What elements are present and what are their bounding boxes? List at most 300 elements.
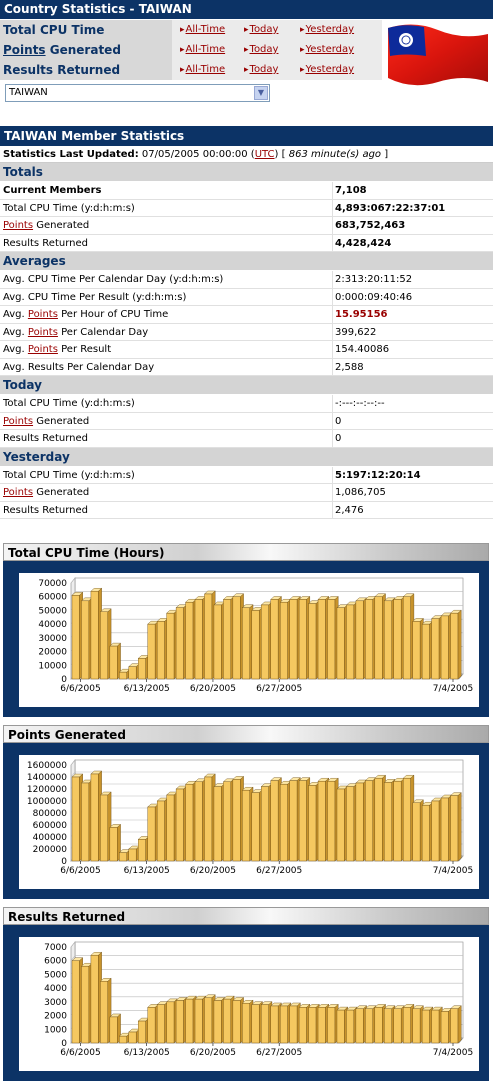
link-yesterday[interactable]: ▸ Yesterday	[300, 60, 354, 80]
bar	[290, 596, 301, 679]
bar	[403, 1004, 414, 1043]
stat-value: 1,086,705	[335, 487, 386, 498]
bar-front	[167, 795, 174, 861]
x-tick-label: 6/6/2005	[60, 684, 101, 694]
bar	[157, 618, 168, 679]
points-link[interactable]: Points	[27, 309, 58, 320]
period-links	[172, 40, 382, 60]
bar-front	[451, 796, 458, 861]
bar	[413, 618, 424, 679]
y-tick-label: 20000	[38, 647, 67, 658]
bar-front	[138, 658, 145, 679]
bar-front	[148, 807, 155, 861]
utc-link[interactable]: UTC	[254, 149, 275, 160]
link-all-time[interactable]: ▸ All-Time	[180, 60, 225, 80]
bar	[252, 607, 263, 679]
bar	[91, 952, 102, 1043]
bar-front	[81, 601, 88, 679]
bar-front	[328, 1007, 335, 1043]
bar	[422, 621, 433, 679]
bar-front	[365, 599, 372, 679]
stat-value: 2,588	[335, 361, 364, 373]
bar-front	[186, 784, 193, 861]
bar	[356, 1006, 367, 1043]
bar-front	[176, 1000, 183, 1043]
y-tick-label: 200000	[32, 845, 67, 855]
bar-front	[318, 1007, 325, 1043]
bar	[148, 804, 159, 861]
bar-front	[204, 998, 211, 1043]
bar-front	[451, 1009, 458, 1043]
bar-front	[422, 805, 429, 861]
x-tick-label: 7/4/2005	[432, 1048, 474, 1058]
y-tick-label: 0	[61, 675, 67, 685]
x-tick-label: 7/4/2005	[432, 684, 474, 694]
bar	[375, 594, 386, 679]
stat-row	[0, 430, 493, 448]
chevron-down-icon[interactable]: ▼	[254, 86, 268, 100]
stat-row	[0, 306, 493, 324]
bar	[451, 610, 462, 679]
stat-label	[3, 467, 135, 484]
bar-front	[100, 981, 107, 1043]
member-statistics-panel	[0, 126, 493, 519]
bar-front	[384, 601, 391, 679]
bar-front	[432, 801, 439, 861]
chart-panel	[3, 907, 489, 1081]
column-divider	[332, 430, 333, 447]
stat-row	[0, 413, 493, 431]
bar	[204, 591, 215, 679]
bar	[422, 802, 433, 861]
x-tick-label: 6/20/2005	[189, 1048, 237, 1058]
bar	[271, 1003, 282, 1043]
y-tick-label: 800000	[32, 809, 67, 819]
bar-front	[441, 1011, 448, 1043]
stat-label	[3, 235, 88, 252]
link-today[interactable]: ▸ Today	[244, 20, 278, 40]
bar	[176, 998, 187, 1043]
bar-front	[309, 785, 316, 861]
bar-chart	[3, 743, 489, 899]
bar-chart	[3, 561, 489, 717]
bar	[186, 781, 197, 861]
stat-label-text: Total CPU Time (y:d:h:m:s)	[3, 469, 135, 481]
y-tick-label: 2000	[44, 1011, 67, 1022]
bar-front	[186, 602, 193, 679]
bar	[365, 1006, 376, 1043]
stat-label-text: Avg. CPU Time Per Calendar Day (y:d:h:m:s)	[3, 274, 224, 285]
section-header: Averages	[0, 252, 493, 271]
bar-front	[233, 1000, 240, 1043]
stat-label-text: Generated	[33, 415, 90, 427]
bar	[214, 784, 225, 861]
bar	[365, 778, 376, 861]
bar	[138, 1018, 149, 1043]
x-tick-label: 6/6/2005	[60, 866, 101, 876]
bar	[403, 775, 414, 861]
bar-front	[375, 1007, 382, 1043]
bar	[148, 621, 159, 679]
stat-label-text: Results Returned	[3, 504, 88, 516]
bar	[432, 798, 443, 861]
bar	[204, 774, 215, 861]
bar	[299, 596, 310, 679]
bar	[195, 596, 206, 679]
bar-front	[271, 599, 278, 679]
stat-row	[0, 395, 493, 413]
y-tick-label: 70000	[38, 579, 67, 589]
bar	[195, 779, 206, 861]
bar	[280, 781, 291, 861]
bar	[299, 778, 310, 861]
bar	[100, 609, 111, 679]
bar-front	[81, 966, 88, 1043]
y-tick-label: 7000	[44, 943, 67, 953]
bar-front	[309, 1007, 316, 1043]
link-all-time[interactable]: ▸ All-Time	[180, 40, 225, 60]
bar-front	[280, 1006, 287, 1043]
bar	[394, 778, 405, 861]
bar	[242, 605, 253, 679]
bar-front	[81, 783, 88, 861]
stat-row	[0, 235, 493, 253]
bar-front	[214, 787, 221, 861]
bar-front	[309, 604, 316, 679]
bar-front	[100, 795, 107, 861]
stat-label-text: Per Hour of CPU Time	[57, 309, 169, 320]
bar-side	[458, 793, 461, 861]
bar-front	[394, 781, 401, 861]
bar-front	[195, 999, 202, 1043]
bar	[413, 1006, 424, 1043]
country-stat-label	[0, 40, 172, 60]
country-select-value: TAIWAN	[9, 87, 48, 98]
y-tick-label: 50000	[38, 606, 67, 617]
stat-value: 683,752,463	[335, 220, 406, 231]
bar	[157, 798, 168, 861]
chart-body	[3, 743, 489, 899]
bar-front	[233, 597, 240, 679]
stat-label	[3, 413, 89, 430]
bar-front	[195, 599, 202, 679]
bar-front	[346, 1010, 353, 1043]
bar	[233, 776, 244, 861]
bar	[318, 1004, 329, 1043]
bar-front	[422, 624, 429, 679]
bar	[167, 610, 178, 679]
x-tick-label: 6/6/2005	[60, 1048, 101, 1058]
bar-front	[91, 955, 98, 1043]
stat-label-text: Total CPU Time (y:d:h:m:s)	[3, 202, 135, 214]
bar	[290, 778, 301, 861]
y-tick-label: 1000000	[26, 797, 67, 807]
link-all-time[interactable]: ▸ All-Time	[180, 20, 225, 40]
bar-front	[157, 801, 164, 861]
bar	[110, 643, 121, 679]
stat-value: 2,476	[335, 504, 364, 516]
bar	[167, 999, 178, 1043]
chart-panel	[3, 725, 489, 899]
bar	[384, 1006, 395, 1043]
section-header: Yesterday	[0, 448, 493, 467]
bar-front	[72, 595, 79, 679]
bar-front	[223, 782, 230, 861]
bar-front	[214, 605, 221, 679]
bar	[214, 998, 225, 1043]
column-divider	[332, 306, 333, 323]
points-link[interactable]: Points	[3, 487, 34, 498]
stat-value: 0	[335, 433, 342, 444]
bar-front	[204, 777, 211, 861]
section-header: Today	[0, 376, 493, 395]
points-link[interactable]: Points	[27, 344, 58, 355]
bar	[81, 780, 92, 861]
bar	[309, 782, 320, 861]
bar	[290, 1003, 301, 1043]
bar-front	[413, 803, 420, 861]
link-yesterday[interactable]: ▸ Yesterday	[300, 40, 354, 60]
bar	[271, 596, 282, 679]
bar	[346, 602, 357, 679]
link-yesterday[interactable]: ▸ Yesterday	[300, 20, 354, 40]
bar-front	[384, 782, 391, 861]
y-tick-label: 60000	[38, 592, 67, 603]
bar-front	[346, 787, 353, 861]
x-tick-label: 6/13/2005	[123, 866, 170, 876]
country-statistics-panel	[0, 0, 493, 112]
taiwan-flag-image	[384, 20, 492, 88]
x-tick-label: 6/20/2005	[189, 684, 237, 694]
bar	[451, 793, 462, 861]
bar	[451, 1006, 462, 1043]
bar	[384, 598, 395, 679]
country-stat-label	[0, 20, 172, 40]
bar	[223, 779, 234, 861]
bar	[233, 998, 244, 1043]
updated-ago: 863 minute(s) ago	[288, 149, 382, 160]
bar-front	[299, 781, 306, 861]
bar-front	[252, 793, 259, 861]
bar-front	[242, 1003, 249, 1043]
bar-front	[214, 1000, 221, 1043]
last-updated-line: Statistics Last Updated: 07/05/2005 00:00:00 (UTC) [ 863 minute(s) ago ]	[0, 146, 493, 163]
bar	[252, 1002, 263, 1043]
stat-value: 154.40086	[335, 344, 390, 355]
column-divider	[332, 289, 333, 306]
column-divider	[332, 341, 333, 358]
points-link[interactable]: Points	[3, 220, 34, 231]
link-today[interactable]: ▸ Today	[244, 60, 278, 80]
bar	[309, 1004, 320, 1043]
bar	[100, 978, 111, 1043]
bar	[337, 1007, 348, 1043]
country-stat-label-text: Total CPU Time	[3, 23, 105, 37]
country-stat-label	[0, 60, 172, 80]
bar-front	[413, 1009, 420, 1043]
bar	[119, 850, 130, 861]
stat-label-text: Avg. CPU Time Per Result (y:d:h:m:s)	[3, 291, 187, 303]
bar	[72, 958, 83, 1043]
bar-front	[346, 605, 353, 679]
column-divider	[332, 359, 333, 376]
bar	[129, 846, 140, 861]
country-stats-title: Country Statistics - TAIWAN	[0, 0, 493, 19]
stat-row	[0, 502, 493, 520]
stat-label	[3, 217, 89, 234]
stat-label	[3, 289, 186, 306]
bar	[299, 1004, 310, 1043]
bar	[280, 1003, 291, 1043]
stat-value: 0:000:09:40:46	[335, 291, 413, 303]
bar	[441, 795, 452, 861]
stat-row	[0, 271, 493, 289]
stat-label-prefix: Avg.	[3, 344, 28, 355]
bar-front	[451, 613, 458, 679]
member-stats-title: TAIWAN Member Statistics	[0, 126, 493, 146]
stat-row	[0, 289, 493, 307]
bar	[328, 596, 339, 679]
country-select[interactable]	[5, 84, 270, 102]
bar	[356, 780, 367, 861]
bar-front	[148, 624, 155, 679]
bar-front	[394, 599, 401, 679]
bar	[72, 774, 83, 861]
bar	[167, 792, 178, 861]
stat-label	[3, 200, 135, 217]
bar-front	[441, 798, 448, 861]
bar-front	[328, 781, 335, 861]
points-link[interactable]: Points	[27, 326, 58, 338]
bar-front	[403, 778, 410, 861]
chart-body	[3, 925, 489, 1081]
bar-front	[413, 621, 420, 679]
stat-label-prefix: Avg.	[3, 309, 28, 320]
y-tick-label: 1000	[44, 1025, 67, 1036]
stat-value: 2:313:20:11:52	[335, 274, 413, 285]
updated-value: 07/05/2005 00:00:00	[141, 149, 248, 160]
points-link[interactable]: Points	[3, 43, 46, 57]
bar-front	[356, 783, 363, 861]
bar	[129, 664, 140, 679]
column-divider	[332, 395, 333, 412]
bar	[328, 778, 339, 861]
y-tick-label: 400000	[32, 833, 67, 843]
bar-front	[271, 1006, 278, 1043]
column-divider	[332, 484, 333, 501]
stat-label-text: Generated	[33, 220, 90, 231]
chart-body	[3, 561, 489, 717]
bar-front	[195, 782, 202, 861]
bar	[346, 1007, 357, 1043]
bar	[365, 596, 376, 679]
stat-label-text: Per Result	[57, 344, 112, 355]
y-tick-label: 600000	[32, 821, 67, 831]
bar	[129, 1029, 140, 1043]
points-link[interactable]: Points	[3, 415, 34, 427]
x-tick-label: 6/27/2005	[256, 1048, 303, 1058]
stat-value: 7,108	[335, 185, 367, 196]
stat-value: -:---:--:--:--	[335, 398, 385, 409]
bar-front	[375, 778, 382, 861]
stat-label	[3, 341, 111, 358]
bar-front	[271, 781, 278, 861]
bar-front	[280, 784, 287, 861]
bar	[242, 1000, 253, 1043]
bar-front	[261, 605, 268, 679]
bar	[346, 784, 357, 861]
bar	[261, 784, 272, 861]
bar	[356, 598, 367, 679]
bar-front	[422, 1010, 429, 1043]
bar-front	[432, 619, 439, 679]
bar	[384, 779, 395, 861]
bar-front	[167, 1002, 174, 1043]
stat-label	[3, 395, 135, 412]
bar-front	[72, 961, 79, 1043]
bar-front	[223, 599, 230, 679]
period-links	[172, 20, 382, 40]
bar-front	[204, 594, 211, 679]
bar-front	[280, 602, 287, 679]
stat-value: 4,428,424	[335, 237, 392, 249]
stat-row	[0, 217, 493, 235]
y-tick-label: 40000	[38, 620, 67, 631]
bar	[110, 824, 121, 861]
stat-row	[0, 484, 493, 502]
stat-value: 5:197:12:20:14	[335, 469, 421, 481]
x-tick-label: 7/4/2005	[432, 866, 474, 876]
chart-panel	[3, 543, 489, 717]
bar	[176, 786, 187, 861]
bar	[432, 616, 443, 679]
bar-front	[261, 1005, 268, 1043]
y-tick-label: 30000	[38, 633, 67, 644]
updated-label: Statistics Last Updated:	[3, 149, 139, 160]
bar	[157, 1002, 168, 1043]
stat-label	[3, 359, 154, 376]
bar-front	[290, 1006, 297, 1043]
y-tick-label: 5000	[44, 970, 67, 981]
bar-front	[299, 599, 306, 679]
chart-title: Total CPU Time (Hours)	[3, 543, 489, 561]
bar	[110, 1014, 121, 1043]
x-tick-label: 6/20/2005	[189, 866, 237, 876]
stat-row	[0, 467, 493, 485]
bar-front	[290, 781, 297, 861]
stat-value: 399,622	[335, 326, 377, 338]
chart-title: Points Generated	[3, 725, 489, 743]
bar	[119, 669, 130, 679]
x-tick-label: 6/27/2005	[256, 684, 303, 694]
bar	[81, 963, 92, 1043]
bar	[252, 790, 263, 861]
bar-front	[299, 1007, 306, 1043]
bar	[394, 596, 405, 679]
bar-front	[110, 1017, 117, 1043]
x-tick-label: 6/13/2005	[123, 1048, 170, 1058]
bar-front	[100, 612, 107, 679]
y-tick-label: 10000	[38, 661, 67, 672]
bar	[176, 605, 187, 679]
country-stat-row	[0, 20, 382, 40]
stat-row	[0, 359, 493, 377]
bar-front	[91, 774, 98, 861]
link-today[interactable]: ▸ Today	[244, 40, 278, 60]
stat-label	[3, 502, 88, 519]
bar	[441, 1008, 452, 1043]
bar-front	[318, 781, 325, 861]
